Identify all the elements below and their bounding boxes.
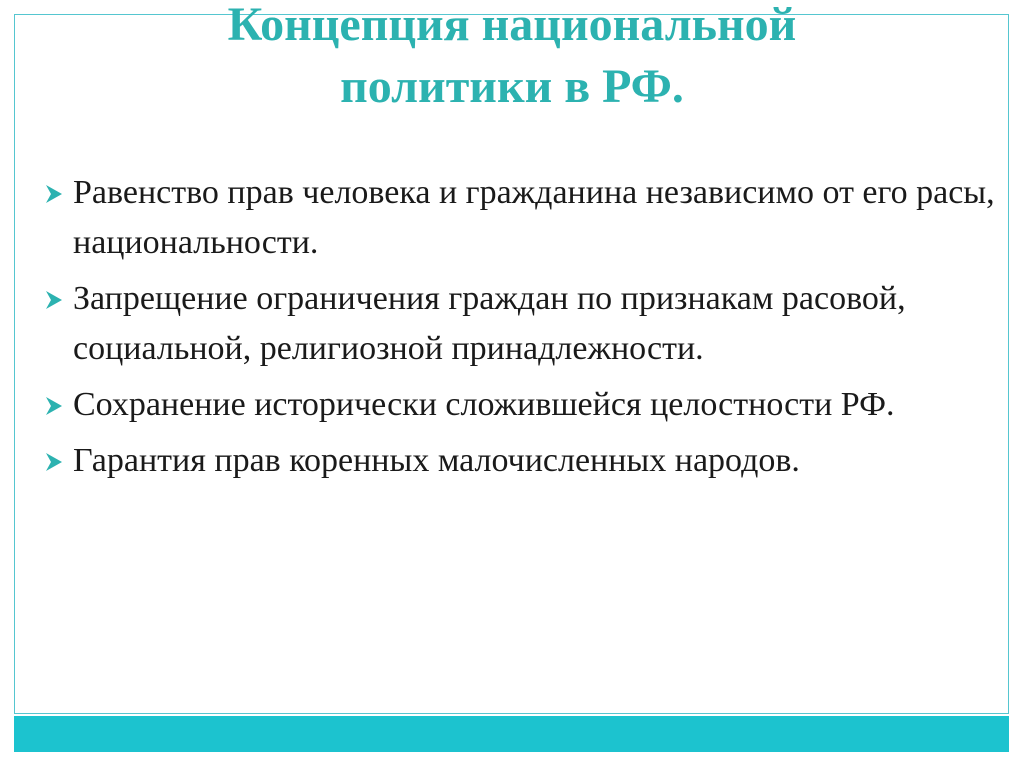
title-line-1: Концепция национальной bbox=[227, 0, 797, 51]
list-item bbox=[46, 274, 996, 374]
slide-title bbox=[0, 0, 1024, 118]
arrowhead-bullet-icon bbox=[46, 453, 62, 471]
list-item-text: Сохранение исторически сложившейся целостности РФ. bbox=[73, 386, 895, 423]
arrowhead-bullet-icon bbox=[46, 185, 62, 203]
arrowhead-bullet-icon bbox=[46, 291, 62, 309]
list-item bbox=[46, 380, 996, 430]
list-item-text: Гарантия прав коренных малочисленных народов. bbox=[73, 442, 800, 479]
accent-bar bbox=[14, 716, 1009, 752]
list-item bbox=[46, 168, 996, 268]
list-item bbox=[46, 436, 996, 486]
bullet-list bbox=[46, 168, 996, 492]
list-item-text: Запрещение ограничения граждан по признакам расовой, социальной, религиозной принадлежности. bbox=[73, 280, 906, 367]
list-item-text: Равенство прав человека и гражданина независимо от его расы, национальности. bbox=[73, 174, 995, 261]
arrowhead-bullet-icon bbox=[46, 397, 62, 415]
title-line-2: политики в РФ. bbox=[340, 60, 684, 113]
